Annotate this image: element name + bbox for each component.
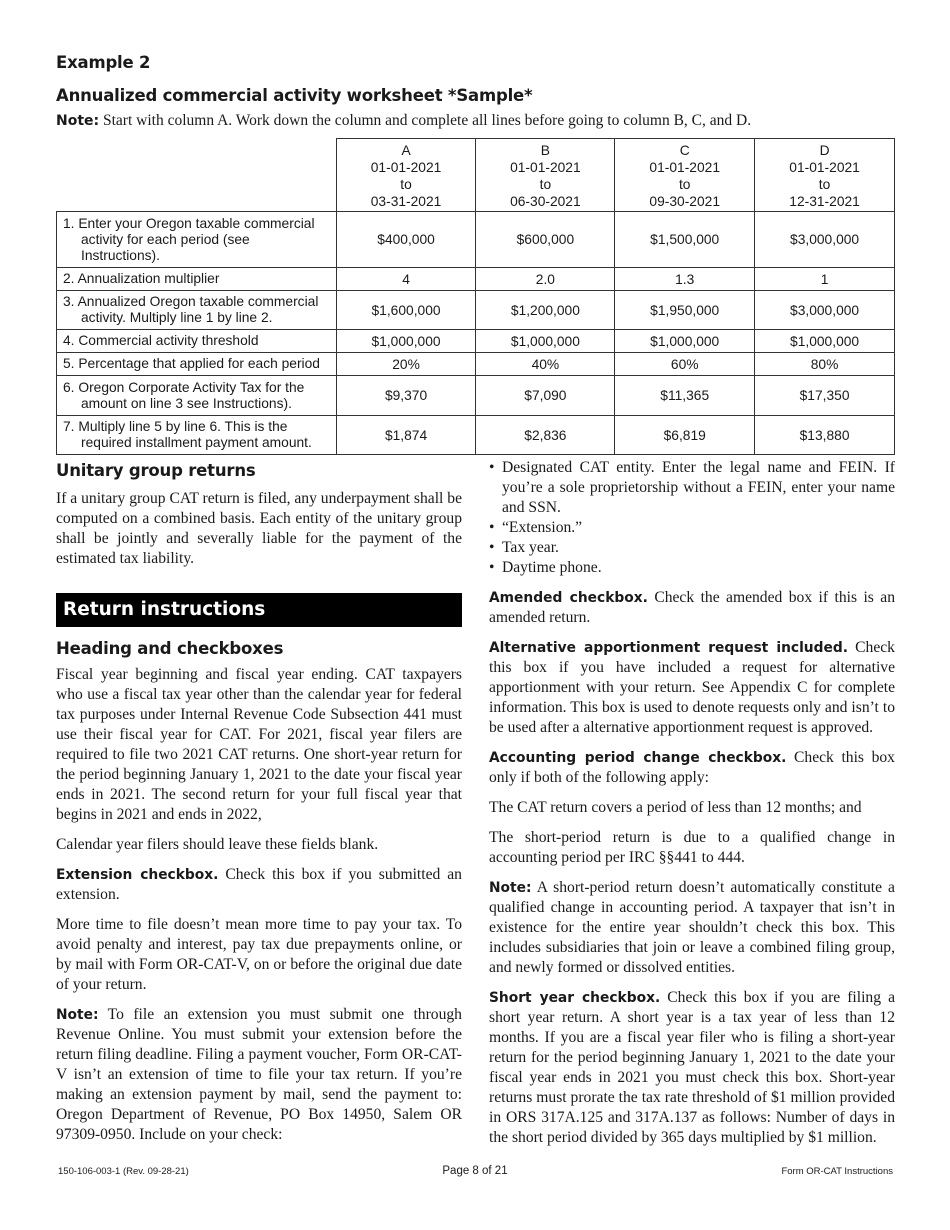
alternative-apportionment-paragraph [489,638,895,738]
column-header: D 01-01-2021 to 12-31-2021 [755,139,895,212]
row-label: 6. Oregon Corporate Activity Tax for the amount on line 3 see Instructions). [57,376,337,416]
short-year-paragraph [489,988,895,1148]
amended-lead: Amended checkbox. [489,590,648,606]
extension-note [56,1005,462,1145]
list-item: • Designated CAT entity. Enter the legal name and FEIN. If you’re a sole proprietorship without a FEIN, enter your name and SSN. [489,458,895,518]
column-header: B 01-01-2021 to 06-30-2021 [476,139,615,212]
header-blank-cell [57,139,337,212]
note-text: A short-period return doesn’t automatically constitute a qualified change in accounting period. A taxpayer that isn’t in existence for the entire year shouldn’t check this box. This includes subsidiaries that join or leave a combined filing group, and newly formed or dissolved entities. [489,879,895,976]
table-cell: $1,874 [336,416,476,455]
table-cell: $400,000 [336,212,476,268]
worksheet-table [56,138,895,455]
table-row [57,212,895,268]
note-lead: Note: [489,880,532,896]
table-cell: 1 [755,268,895,291]
table-row [57,353,895,376]
left-column [56,461,462,1155]
table-row [57,416,895,455]
note-lead: Note: [56,1007,99,1023]
footer-page-number: Page 8 of 21 [442,1165,508,1177]
worksheet-title: Annualized commercial activity worksheet *Sample* [56,86,533,105]
column-header: C 01-01-2021 to 09-30-2021 [615,139,755,212]
table-row [57,268,895,291]
check-info-list [489,458,895,578]
note-text: To file an extension you must submit one through Revenue Online. You must submit your extension before the return filing deadline. Filing a payment voucher, Form OR-CAT-V isn’t an extension of time to file your tax return. If you’re making an extension payment by mail, send the payment to: Oregon Department of Revenue, PO Box 14950, Salem OR 97309-0950. Include on your check: [56,1006,462,1143]
table-cell: 20% [336,353,476,376]
list-item: • Daytime phone. [489,558,895,578]
table-row [57,330,895,353]
table-cell: 80% [755,353,895,376]
accounting-period-paragraph [489,748,895,788]
footer-form-name: Form OR-CAT Instructions [781,1166,893,1177]
row-label: 3. Annualized Oregon taxable commercial activity. Multiply line 1 by line 2. [57,291,337,330]
accounting-period-text: Check this box only if both of the following apply: [489,749,895,786]
table-cell: $1,000,000 [336,330,476,353]
table-cell: $600,000 [476,212,615,268]
table-header-row [57,139,895,212]
short-year-lead: Short year checkbox. [489,990,661,1006]
table-cell: 4 [336,268,476,291]
amended-text: Check the amended box if this is an amended return. [489,589,895,626]
fiscal-year-text: Fiscal year beginning and fiscal year ending. CAT taxpayers who use a fiscal tax year other than the calendar year for federal tax purposes under Internal Revenue Code Subsection 441 must use their fiscal year for CAT. For 2021, fiscal year filers are required to file two 2021 CAT returns. One short-year return for the period beginning January 1, 2021 to the date your fiscal year ends in 2021. The second return for your full fiscal year that begins in 2021 and ends in 2022, [56,666,462,823]
table-cell: 40% [476,353,615,376]
row-label: 5. Percentage that applied for each period [57,353,337,376]
table-cell: $1,000,000 [755,330,895,353]
accounting-condition-1: The CAT return covers a period of less than 12 months; and [489,799,862,816]
table-cell: $2,836 [476,416,615,455]
table-cell: $1,000,000 [615,330,755,353]
table-row [57,291,895,330]
unitary-text: If a unitary group CAT return is filed, any underpayment shall be computed on a combined basis. Each entity of the unitary group shall be jointly and severally liable for the payment of the estimated tax liability. [56,490,462,567]
list-item: • “Extension.” [489,518,895,538]
table-cell: $17,350 [755,376,895,416]
list-item: • Tax year. [489,538,895,558]
table-cell: 1.3 [615,268,755,291]
accounting-condition-2: The short-period return is due to a qualified change in accounting period per IRC §§441 to 444. [489,829,895,866]
table-cell: $3,000,000 [755,291,895,330]
alternative-apportionment-lead: Alternative apportionment request included. [489,640,848,656]
table-row [57,376,895,416]
right-column [489,458,895,1158]
short-year-text: Check this box if you are filing a short year return. A short year is a tax year of less than 12 months. If you are a fiscal year filer who is filing a short-year return for the period beginning January 1, 2021 to the date your fiscal year ends in 2021 you must check this box. Short-year returns must prorate the tax rate threshold of $1 million provided in ORS 317A.125 and 317A.137 as follows: Number of days in the short period divided by 365 days multiplied by $1 million. [489,989,895,1146]
table-cell: $1,000,000 [476,330,615,353]
calendar-year-text: Calendar year filers should leave these fields blank. [56,836,379,853]
table-cell: $1,950,000 [615,291,755,330]
amended-paragraph [489,588,895,628]
table-cell: $1,500,000 [615,212,755,268]
extension-text: Check this box if you submitted an extension. [56,866,462,903]
table-cell: $7,090 [476,376,615,416]
worksheet-note [56,112,751,130]
heading-checkboxes-title: Heading and checkboxes [56,639,284,658]
table-cell: $11,365 [615,376,755,416]
return-instructions-banner: Return instructions [56,593,462,627]
table-cell: $3,000,000 [755,212,895,268]
column-header: A 01-01-2021 to 03-31-2021 [336,139,476,212]
row-label: 2. Annualization multiplier [57,268,337,291]
note-label: Note: [56,113,100,129]
row-label: 4. Commercial activity threshold [57,330,337,353]
table-cell: 60% [615,353,755,376]
extension-paragraph [56,865,462,905]
table-cell: $9,370 [336,376,476,416]
more-time-text: More time to file doesn’t mean more time to pay your tax. To avoid penalty and interest, pay tax due prepayments online, or by mail with Form OR-CAT-V, on or before the original due date of your return. [56,916,462,993]
unitary-heading: Unitary group returns [56,461,256,480]
table-cell: $1,600,000 [336,291,476,330]
table-cell: $6,819 [615,416,755,455]
table-cell: 2.0 [476,268,615,291]
alternative-apportionment-text: Check this box if you have included a request for alternative apportionment with your return. See Appendix C for complete information. This box is used to denote requests only and isn’t to be used after a alternative apportionment request is approved. [489,639,895,736]
table-cell: $1,200,000 [476,291,615,330]
accounting-period-lead: Accounting period change checkbox. [489,750,787,766]
extension-lead: Extension checkbox. [56,867,219,883]
note-text: Start with column A. Work down the column and complete all lines before going to column B, C, and D. [103,112,752,129]
footer-form-number: 150-106-003-1 (Rev. 09-28-21) [58,1166,189,1177]
row-label: 7. Multiply line 5 by line 6. This is the required installment payment amount. [57,416,337,455]
example-title: Example 2 [56,53,151,72]
table-cell: $13,880 [755,416,895,455]
short-period-note [489,878,895,978]
row-label: 1. Enter your Oregon taxable commercial activity for each period (see Instructions). [57,212,337,268]
